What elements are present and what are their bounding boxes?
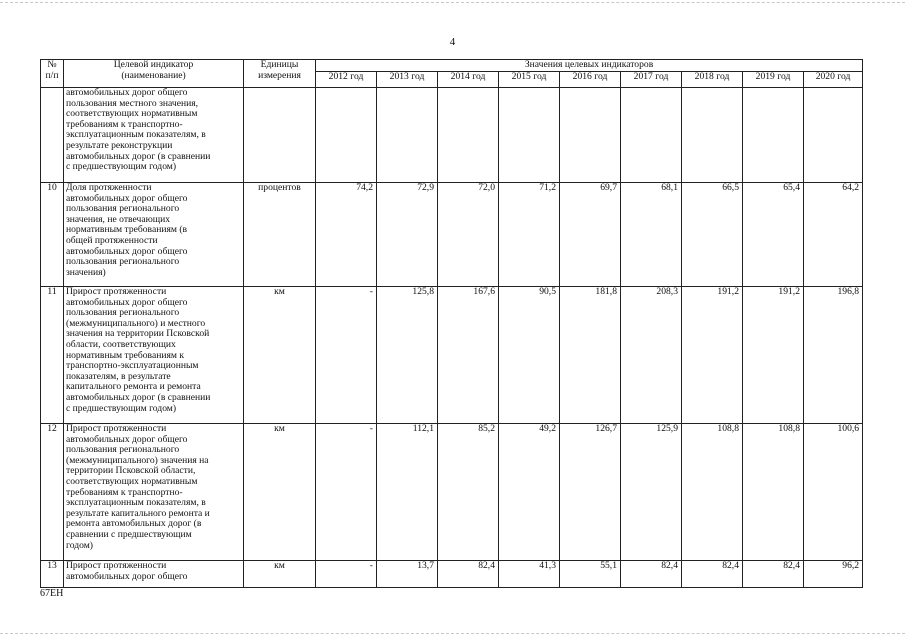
value-cell: 49,2 [499, 424, 560, 561]
header-values-group: Значения целевых индикаторов [316, 60, 863, 72]
header-year: 2019 год [743, 72, 804, 88]
unit-cell: км [244, 287, 316, 424]
value-cell: 82,4 [743, 561, 804, 588]
table-row [41, 183, 863, 287]
value-cell: 13,7 [377, 561, 438, 588]
value-cell: 82,4 [438, 561, 499, 588]
header-indicator-name: Целевой индикатор (наименование) [64, 60, 244, 88]
value-cell: 82,4 [682, 561, 743, 588]
value-cell: 191,2 [682, 287, 743, 424]
value-cell: 41,3 [499, 561, 560, 588]
unit-cell [244, 88, 316, 183]
value-cell: 85,2 [438, 424, 499, 561]
indicator-name: Прирост протяженности автомобильных дорог общего [64, 561, 244, 588]
value-cell: 68,1 [621, 183, 682, 287]
value-cell: 125,9 [621, 424, 682, 561]
value-cell: 108,8 [682, 424, 743, 561]
value-cell [316, 88, 377, 183]
value-cell: 196,8 [804, 287, 863, 424]
value-cell: 90,5 [499, 287, 560, 424]
row-number: 12 [41, 424, 64, 561]
row-number: 13 [41, 561, 64, 588]
indicator-name: Прирост протяженности автомобильных дорог общего пользования регионального (межмуниципального) и местного значения на территории Псковской области, соответствующих нормативным требованиям к транспортно-эксплуатационным показателям, в результате капитального ремонта и ремонта автомобильных дорог (в сравнении с предшествующим годом) [64, 287, 244, 424]
value-cell: 96,2 [804, 561, 863, 588]
value-cell: 69,7 [560, 183, 621, 287]
value-cell [804, 88, 863, 183]
indicator-name: Доля протяженности автомобильных дорог общего пользования регионального значения, не отвечающих нормативным требованиям (в общей протяженности автомобильных дорог общего пользования регионального значения) [64, 183, 244, 287]
scan-edge-bottom [0, 633, 905, 634]
value-cell: 100,6 [804, 424, 863, 561]
table-row [41, 287, 863, 424]
value-cell: 72,9 [377, 183, 438, 287]
indicator-name: автомобильных дорог общего пользования местного значения, соответствующих нормативным требованиям к транспортно- эксплуатационным показателям, в результате реконструкции автомобильных дорог (в сравнении с предшествующим годом) [64, 88, 244, 183]
page-number: 4 [449, 36, 456, 48]
header-units: Единицы измерения [244, 60, 316, 88]
scan-edge-top [0, 2, 905, 3]
value-cell: 108,8 [743, 424, 804, 561]
value-cell [438, 88, 499, 183]
value-cell: 55,1 [560, 561, 621, 588]
value-cell [377, 88, 438, 183]
row-number: 10 [41, 183, 64, 287]
indicator-name: Прирост протяженности автомобильных дорог общего пользования регионального (межмуниципального) значения на территории Псковской области, соответствующих нормативным требованиям к транспортно- эксплуатационным показателям, в результате капитального ремонта и ремонта автомобильных дорог (в сравнении с предшествующим годом) [64, 424, 244, 561]
header-year: 2015 год [499, 72, 560, 88]
unit-cell: км [244, 424, 316, 561]
header-year: 2014 год [438, 72, 499, 88]
table-row [41, 88, 863, 183]
value-cell: 66,5 [682, 183, 743, 287]
value-cell: 208,3 [621, 287, 682, 424]
header-year: 2017 год [621, 72, 682, 88]
header-num: № п/п [41, 60, 64, 88]
value-cell: 65,4 [743, 183, 804, 287]
header-year: 2018 год [682, 72, 743, 88]
value-cell [682, 88, 743, 183]
value-cell [743, 88, 804, 183]
value-cell [499, 88, 560, 183]
value-cell: 125,8 [377, 287, 438, 424]
value-cell: 126,7 [560, 424, 621, 561]
value-cell: - [316, 561, 377, 588]
table-row [41, 424, 863, 561]
value-cell: 191,2 [743, 287, 804, 424]
value-cell: - [316, 424, 377, 561]
unit-cell: км [244, 561, 316, 588]
value-cell: 74,2 [316, 183, 377, 287]
value-cell: 181,8 [560, 287, 621, 424]
value-cell: 71,2 [499, 183, 560, 287]
value-cell [621, 88, 682, 183]
target-indicators-table [40, 59, 863, 588]
row-number [41, 88, 64, 183]
value-cell: 72,0 [438, 183, 499, 287]
header-year: 2013 год [377, 72, 438, 88]
header-year: 2012 год [316, 72, 377, 88]
row-number: 11 [41, 287, 64, 424]
value-cell: - [316, 287, 377, 424]
value-cell: 167,6 [438, 287, 499, 424]
table-row [41, 561, 863, 588]
value-cell: 112,1 [377, 424, 438, 561]
document-code: 67ЕН [40, 588, 64, 599]
unit-cell: процентов [244, 183, 316, 287]
value-cell: 64,2 [804, 183, 863, 287]
value-cell: 82,4 [621, 561, 682, 588]
value-cell [560, 88, 621, 183]
header-year: 2016 год [560, 72, 621, 88]
header-year: 2020 год [804, 72, 863, 88]
